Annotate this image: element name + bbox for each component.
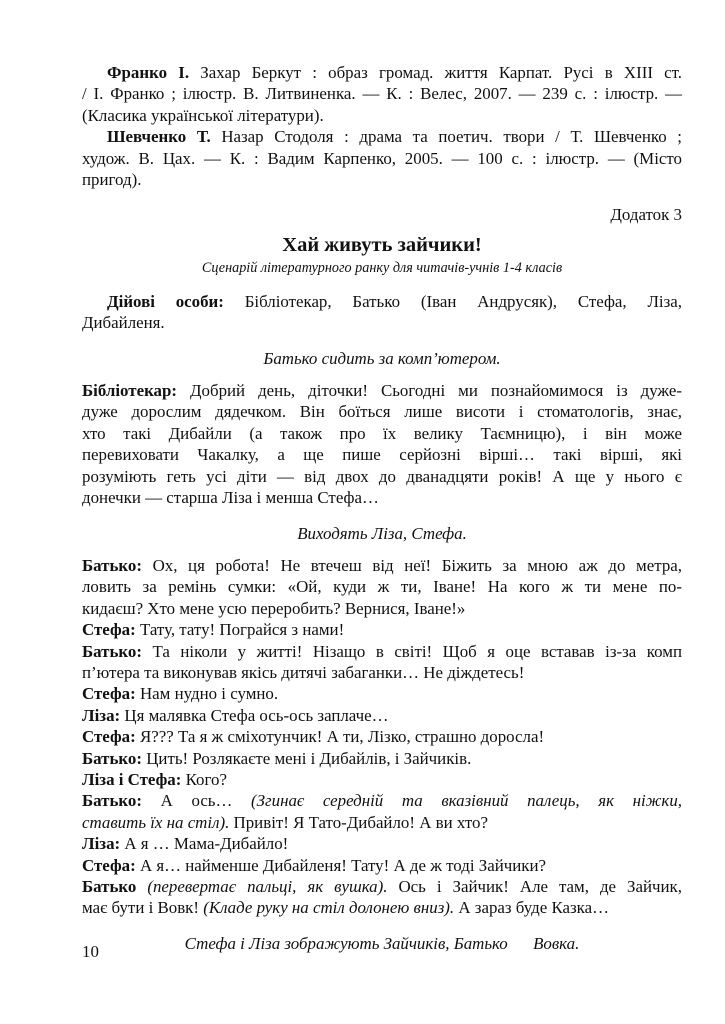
inline-stage-direction: ставить їх на стіл). <box>82 812 230 832</box>
speaker-name: Бібліотекар: <box>82 381 178 401</box>
speech-line <box>82 876 682 897</box>
reference-author: Шевченко Т. <box>107 127 211 147</box>
reference-text: Захар Беркут : образ громад. життя Карпат. Русі в XIII ст. <box>200 63 682 82</box>
page-title: Хай живуть зайчики! <box>282 233 482 256</box>
speech-line <box>82 619 682 640</box>
speech-line <box>82 790 682 811</box>
speech-line <box>82 748 682 769</box>
speaker-name: Батько <box>82 877 137 896</box>
speech-line <box>82 897 682 918</box>
speech-text: Привіт! Я Тато-Дибайло! А ви хто? <box>233 812 488 832</box>
speech-text: А я … Мама-Дибайло! <box>124 834 289 854</box>
speaker-name: Ліза: <box>82 834 121 854</box>
speech-text: Цить! Розлякаєте мені і Дибайлів, і Зайчиків. <box>146 748 472 768</box>
inline-stage-direction: (Кладе руку на стіл долонею вниз). <box>203 898 455 918</box>
speech-line <box>82 705 682 726</box>
reference-text: Назар Стодоля : драма та поетич. твори / Т. Шевченко ; <box>221 127 682 147</box>
reference-author: Франко І. <box>107 63 190 82</box>
speaker-name: Батько: <box>82 641 142 661</box>
speech-line: розуміють геть усі діти — від двох до дванадцяти років! А ще у нього є <box>82 466 682 486</box>
speech-line: кидаєш? Хто мене усю переробить? Вернися, Іване!» <box>82 598 466 618</box>
speech-line: перевиховати Чакалку, а ще пише серйозні вірші… такі вірші, які <box>82 445 682 465</box>
stage-direction: Батько сидить за комп’ютером. <box>263 348 501 368</box>
speech-line <box>82 812 682 833</box>
speech-line <box>82 380 682 401</box>
speaker-name: Ліза: <box>82 705 121 725</box>
speech-text: А я… найменше Дибайленя! Тату! А де ж тоді Зайчики? <box>139 855 547 875</box>
page-subtitle: Сценарій літературного ранку для читачів-учнів 1-4 класів <box>201 259 563 276</box>
stage-direction: Стефа і Ліза зображують Зайчиків, Батько Вовка. <box>184 933 580 953</box>
speaker-name: Батько: <box>82 555 142 575</box>
cast-list <box>82 291 682 312</box>
appendix-label: Додаток 3 <box>610 205 682 225</box>
cast-line: Дибайленя. <box>82 313 165 333</box>
speech-text: А зараз буде Казка… <box>458 898 609 918</box>
speech-text: Та ніколи у житті! Нізащо в світі! Щоб я оце вставав із-за комп <box>152 641 682 661</box>
speaker-name: Ліза і Стефа: <box>82 769 182 789</box>
speech-text: Ох, ця робота! Не втечеш від неї! Біжить за мною аж до метра, <box>152 555 682 575</box>
speech-line <box>82 555 682 576</box>
speaker-name: Батько: <box>82 748 142 768</box>
reference-entry <box>82 126 682 147</box>
speech-line: дуже дорослим дядечком. Він боїться лише висоти і стоматологів, знає, <box>82 402 682 422</box>
inline-stage-direction: (перевертає пальці, як вушка). <box>147 877 388 896</box>
speech-line: п’ютера та виконував якісь дитячі забаганки… Не діждетесь! <box>82 662 525 682</box>
speech-text: Тату, тату! Пограйся з нами! <box>139 620 345 640</box>
speech-text: А ось… <box>160 791 233 811</box>
reference-entry <box>82 62 682 83</box>
cast-names: Бібліотекар, Батько (Іван Андрусяк), Стефа, Ліза, <box>244 291 682 311</box>
speaker-name: Батько: <box>82 791 142 811</box>
speech-text: Добрий день, діточки! Сьогодні ми познайомимося із дуже- <box>190 381 682 401</box>
speech-text: Ця малявка Стефа ось-ось заплаче… <box>124 705 389 725</box>
speaker-name: Стефа: <box>82 620 136 640</box>
reference-line: (Класика української літератури). <box>82 105 324 125</box>
cast-label: Дійові особи: <box>107 291 224 311</box>
speech-line: донечки — старша Ліза і менша Стефа… <box>82 488 379 508</box>
speech-text: Кого? <box>185 769 227 789</box>
speaker-name: Стефа: <box>82 727 136 747</box>
reference-line: пригод). <box>82 170 142 190</box>
stage-direction: Виходять Ліза, Стефа. <box>297 523 467 543</box>
speech-line: хто такі Дибайли (а також про їх велику Таємницю), і він може <box>82 423 682 443</box>
speech-line <box>82 855 682 876</box>
page-number: 10 <box>82 942 99 961</box>
speech-text: Ось і Зайчик! Але там, де Зайчик, <box>398 877 682 896</box>
speech-line: ловить за ремінь сумки: «Ой, куди ж ти, Іване! На кого ж ти мене по- <box>82 577 682 597</box>
speech-line <box>82 726 682 747</box>
speaker-name: Стефа: <box>82 684 136 704</box>
speech-text: має бути і Вовк! <box>82 898 200 918</box>
reference-line: худож. В. Цах. — К. : Вадим Карпенко, 2005. — 100 с. : ілюстр. — (Місто <box>82 148 682 168</box>
inline-stage-direction: (Згинає середній та вказівний палець, як ніжки, <box>251 791 682 811</box>
speech-line <box>82 769 682 790</box>
speech-line <box>82 833 682 854</box>
speech-line <box>82 683 682 704</box>
speech-text: Я??? Та я ж сміхотунчик! А ти, Лізко, страшно доросла! <box>139 727 545 747</box>
reference-line: / І. Франко ; ілюстр. В. Литвиненка. — К. : Велес, 2007. — 239 с. : ілюстр. — <box>82 84 682 104</box>
speaker-name: Стефа: <box>82 855 136 875</box>
speech-text: Нам нудно і сумно. <box>139 684 279 704</box>
speech-line <box>82 641 682 662</box>
page-body <box>82 62 682 954</box>
